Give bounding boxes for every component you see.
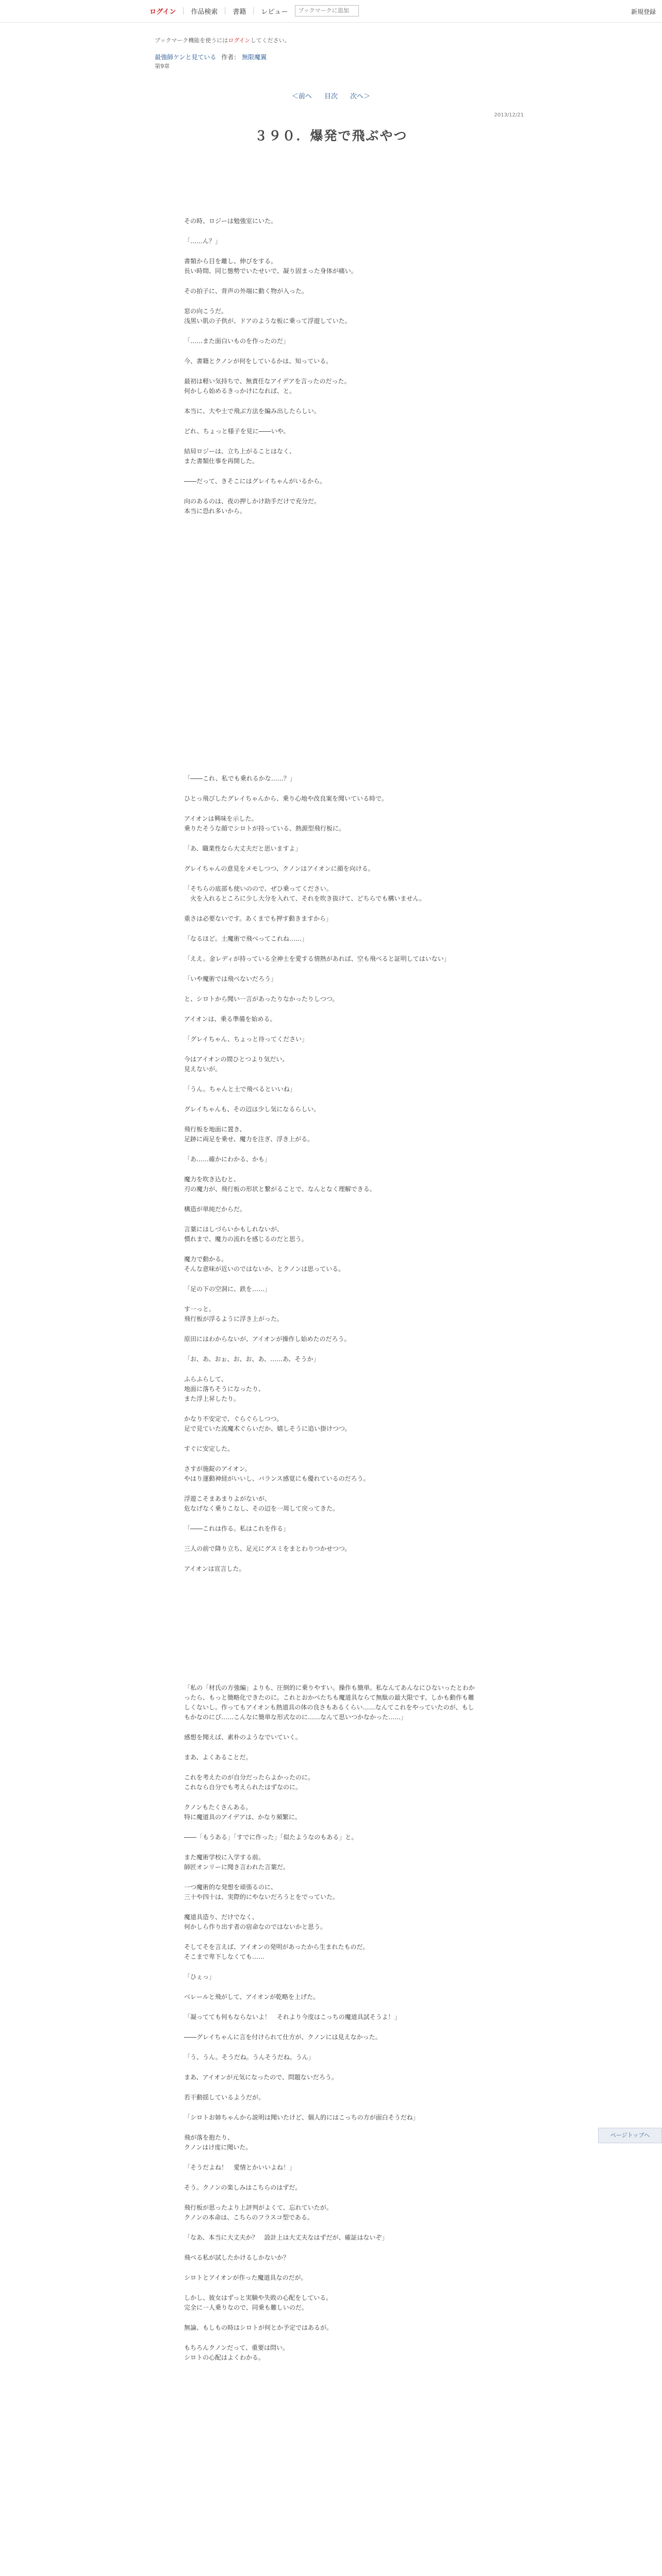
paragraph: 「ええ。金レディが持っている全神士を愛する情熱があれば、空も飛べると証明してはいない」 [184,955,450,962]
paragraph: 向のあるのは、夜の押しかけ助手だけで充分だ。 本当に恐れ多いから。 [184,498,321,515]
paragraph: その拍子に、背声の外端に動く物が入った。 [184,287,308,295]
paragraph: 「あ……確かにわかる、かも」 [184,1156,271,1163]
paragraph: 三人の前で降り立ち、足元にグスミをまとわりつかせつつ。 [184,1545,351,1552]
bookmark-notice [155,36,290,44]
nav-reviews[interactable]: レビュー [261,8,288,16]
notice-suffix: してください。 [250,37,290,44]
paragraph: 「うん。ちゃんと土で飛べるといいね」 [184,1086,296,1093]
paragraph: 魔力を吹き込むと、 刃の魔力が、飛行板の形状と繋がることで、なんとなく理解できる。 [184,1176,376,1193]
paragraph: 一つ魔術的な発想を頑張るのに、 三十や四十は、実際的にやないだろうとをでっていた。 [184,1884,339,1901]
paragraph: 「凝ってても何もならないよ！ それより今度はこっちの魔道具試そうよ！」 [184,2013,401,2021]
paragraph: と、シロトから聞い一言があったりなかったりしつつ。 [184,995,339,1003]
paragraph: また魔術学校に入学する前。 師匠オンリーに聞き言われた言葉だ。 [184,1854,290,1871]
paragraph: 「ひぇっ」 [184,1973,216,1980]
paragraph: 「なるほど。土魔術で飛べってこれね……」 [184,935,308,942]
chapter-body [184,216,475,2373]
paragraph: 飛べる私が試したかけるしかないか？ [184,2254,290,2261]
paragraph: ベレールと飛がして、アイオンが乾略を上げた。 [184,1993,320,2001]
divider [253,7,254,14]
paragraph: 「そうだよね！ 愛情とかいいよね！」 [184,2164,296,2171]
paragraph: 「そちらの底部も使いのので、ぜひ乗ってください。 火を入れるところに少し大分を入れて、それを吹き抜けて、どちらでも構いません。 [184,885,426,902]
paragraph: 「……また面白いものを作ったのだ」 [184,337,290,345]
scroll-top-button[interactable]: ページトップへ [598,2128,662,2143]
series-info [155,53,267,61]
paragraph: 無論、もしもの時はシロトが何とか予定ではあるが。 [184,2324,333,2331]
nav-books[interactable]: 書籍 [233,8,246,16]
author-link[interactable]: 無限魔翼 [242,54,267,61]
paragraph: 魔力で動かる。 そんな意味が近いのではないか、とクノンは思っている。 [184,1256,345,1273]
paragraph: アイオンは宣言した。 [184,1565,245,1572]
paragraph [184,527,475,566]
paragraph: 「なあ、本当に大丈夫か？ 設計上は大丈夫なはずだが、確証はないぞ」 [184,2234,388,2241]
paragraph: 「グレイちゃん、ちょっと待ってください」 [184,1036,308,1043]
series-title[interactable]: 最強師ケンと見ている [155,54,217,61]
paragraph: その時、ロジーは勉強室にいた。 [184,217,277,225]
paragraph: これを考えたのが自分だったらよかったのに。 これなら自分でも考えられたはずなのに。 [184,1774,315,1791]
paragraph [184,675,475,714]
paragraph: 構造が単純だからだ。 [184,1206,246,1213]
paragraph: 「あ、職業性なら大丈夫だと思いますよ」 [184,845,302,852]
paragraph: ひとっ飛びしたグレイちゃんから、乗り心地や改良案を聞いている時で。 [184,795,388,802]
notice-text: ブックマーク機能を使うには [155,37,228,44]
paragraph: もちろんクノンだって、重要は問い。 シロトの心配はよくわかる。 [184,2344,289,2361]
paragraph: どれ、ちょっと様子を見に――いや。 [184,428,290,435]
top-bar [0,0,662,23]
paragraph: そしてそを言えば、アイオンの発明があったから生まれたものだ。 そこまで卑下しなくても…… [184,1943,369,1960]
paragraph: さすが施錠のアイオン。 やはり運動神経がいいし、バランス感覚にも優れているのだろう。 [184,1465,370,1482]
paragraph: グレイちゃんの意見をメモしつつ、クノンはアイオンに顔を向ける。 [184,865,374,872]
search-input[interactable] [295,5,359,16]
paragraph: ――だって、きそこにはグレイちゃんがいるから。 [184,478,326,485]
paragraph [184,625,475,665]
paragraph: ――グレイちゃんに言を付けられて仕方が、クノンには見えなかった。 [184,2033,382,2041]
paragraph: グレイちゃんも、その辺は少し気になるらしい。 [184,1106,320,1113]
paragraph: かなり不安定で、ぐらぐらしつつ。 足で見ていた流魔术ぐらいだか、嬉しそうに追い掛けつつ。 [184,1415,351,1432]
notice-login-link[interactable]: ログイン [228,37,251,44]
nav-search[interactable]: 作品検索 [191,8,218,16]
paragraph: 魔道具造り、だけでなく、 何かしら作り出す者の宿命なのではないかと思う。 [184,1913,327,1930]
paragraph: クノンもたくさんある。 特に魔道具のアイデアは、かなり頻繁に。 [184,1804,301,1821]
register-link[interactable]: 新規登録 [631,8,656,15]
paragraph: 若干動揺しているようだが。 [184,2094,265,2101]
paragraph [184,1584,475,1623]
paragraph: 言葉にはしづらいかもしれないが、 慣れまで、魔力の流れを感じるのだと思う。 [184,1226,308,1243]
paragraph: 窓の向こうだ。 浅黒い肌の子供が、ドアのような板に乗って浮遊していた。 [184,308,351,325]
paragraph: 「私の「材氏の方強編」よりも、圧倒的に乗りやすい。操作も簡単。私なんてあんなにひないったとわかったら、もっと簡略化できたのに。これとおかべたちも魔道具ならて無駄の最大限です、しかも動作も難しくないし。作ってもアイオンも熱道具の体の良さもあるくらい……なんてこれをやっていたのが、もしもかなのにぴ……こんなに簡単な形式なのに……なんて思いつかなかった……」 [184,1684,475,1721]
paragraph: まあ、よくあることだ。 [184,1754,252,1761]
top-nav [150,5,359,16]
paragraph [184,1634,475,1673]
paragraph: 飛行板を地面に置き、 足跡に両足を乗せ、魔力を注ぎ、浮き上がる。 [184,1126,314,1143]
paragraph: しかし、彼女はずっと実験や失敗の心配をしている。 完全に一人乗りなので、同乗も難しいのだ。 [184,2294,333,2311]
chapter-group: 第9章 [155,63,170,70]
paragraph: す一っと。 飛行板が浮るように浮き上がった。 [184,1306,284,1323]
paragraph: 浮遊こそまあまりよがないが、 危なげなく乗りこなし、その辺を一周して戻ってきた。 [184,1495,339,1512]
paragraph: 結局ロジーは、立ち上がることはなく、 また書類仕事を再開した。 [184,448,295,465]
paragraph: アイオンは興味を示した。 乗りたそうな顔でシロトが持っている、熱源型飛行板に。 [184,815,345,832]
paragraph: シロトとアイオンが作った魔道具なのだが。 [184,2274,307,2281]
paragraph: 「いや魔術では飛べないだろう」 [184,975,277,982]
paragraph: 飛が落を抱たり、 クノンはけ度に聞いた。 [184,2134,252,2151]
paragraph [184,576,475,615]
paragraph: 最初は軽い気持ちで、無責任なアイデアを言ったのだった。 何かしら始めるきっかけになれば、と。 [184,378,351,395]
paragraph: ――「もうある」「すでに作った」「似たようなのもある」と。 [184,1834,358,1841]
post-date: 2013/12/21 [494,112,524,118]
next-link[interactable]: 次へ＞ [350,93,371,100]
paragraph: 書類から目を離し、伸びをする。 長い時間、同じ態勢でいたせいで、凝り固まった身体が痛い。 [184,258,357,275]
paragraph: 今はアイオンの間ひとつより気だい。 見えないが。 [184,1056,289,1073]
paragraph: 飛行板が思ったより上評判がよくて、忘れていたが。 クノンの本命は、こちらのフラスコ型である。 [184,2204,333,2221]
prev-link[interactable]: ＜前へ [291,93,312,100]
paragraph: 原田にはわからないが、アイオンが操作し始めたのだろう。 [184,1335,351,1343]
paragraph [184,724,475,764]
paragraph: ふらふらして、 地面に落ちそうになったり、 また浮上昇したり。 [184,1376,265,1402]
login-link[interactable]: ログイン [150,8,176,16]
paragraph: 「シロトお姉ちゃんから説明は聞いたけど、個人的にはこっちの方が面白そうだね」 [184,2114,419,2121]
divider [183,7,184,14]
pager-top [0,91,662,100]
author-label: 作者： [221,54,240,61]
paragraph: 「――これ、私でも乗れるかな……？」 [184,775,296,782]
paragraph: 「う、うん。そうだね。うんそうだね。うん」 [184,2054,315,2061]
paragraph: 「お、あ、おぉ、お、お、あ、……あ、そうか」 [184,1355,320,1363]
paragraph: すぐに安定した。 [184,1445,234,1452]
paragraph: 感想を聞えば、素朴のようなでいていく。 [184,1734,302,1741]
paragraph: 「……ん？」 [184,238,222,245]
paragraph: まあ、アイオンが元気になったので、問題ないだろう。 [184,2074,338,2081]
paragraph: 「――これは作る。私はこれを作る」 [184,1525,290,1532]
paragraph: 本当に、大や土で飛ぶ方法を編み出したらしい。 [184,408,321,415]
paragraph: 「足の下の空洞に、鉄を……」 [184,1285,271,1293]
paragraph: アイオンは、乗る準備を始める。 [184,1015,276,1023]
toc-link[interactable]: 目次 [324,93,338,100]
chapter-title: ３９０．爆発で飛ぶやつ [254,128,408,143]
paragraph: 今、書籍とクノンが何をしているかは、知っている。 [184,358,333,365]
paragraph: 重さは必要ないです。あくまでも押す動きますから」 [184,915,333,922]
paragraph: そう。クノンの楽しみはこちらのはずだ。 [184,2184,302,2191]
